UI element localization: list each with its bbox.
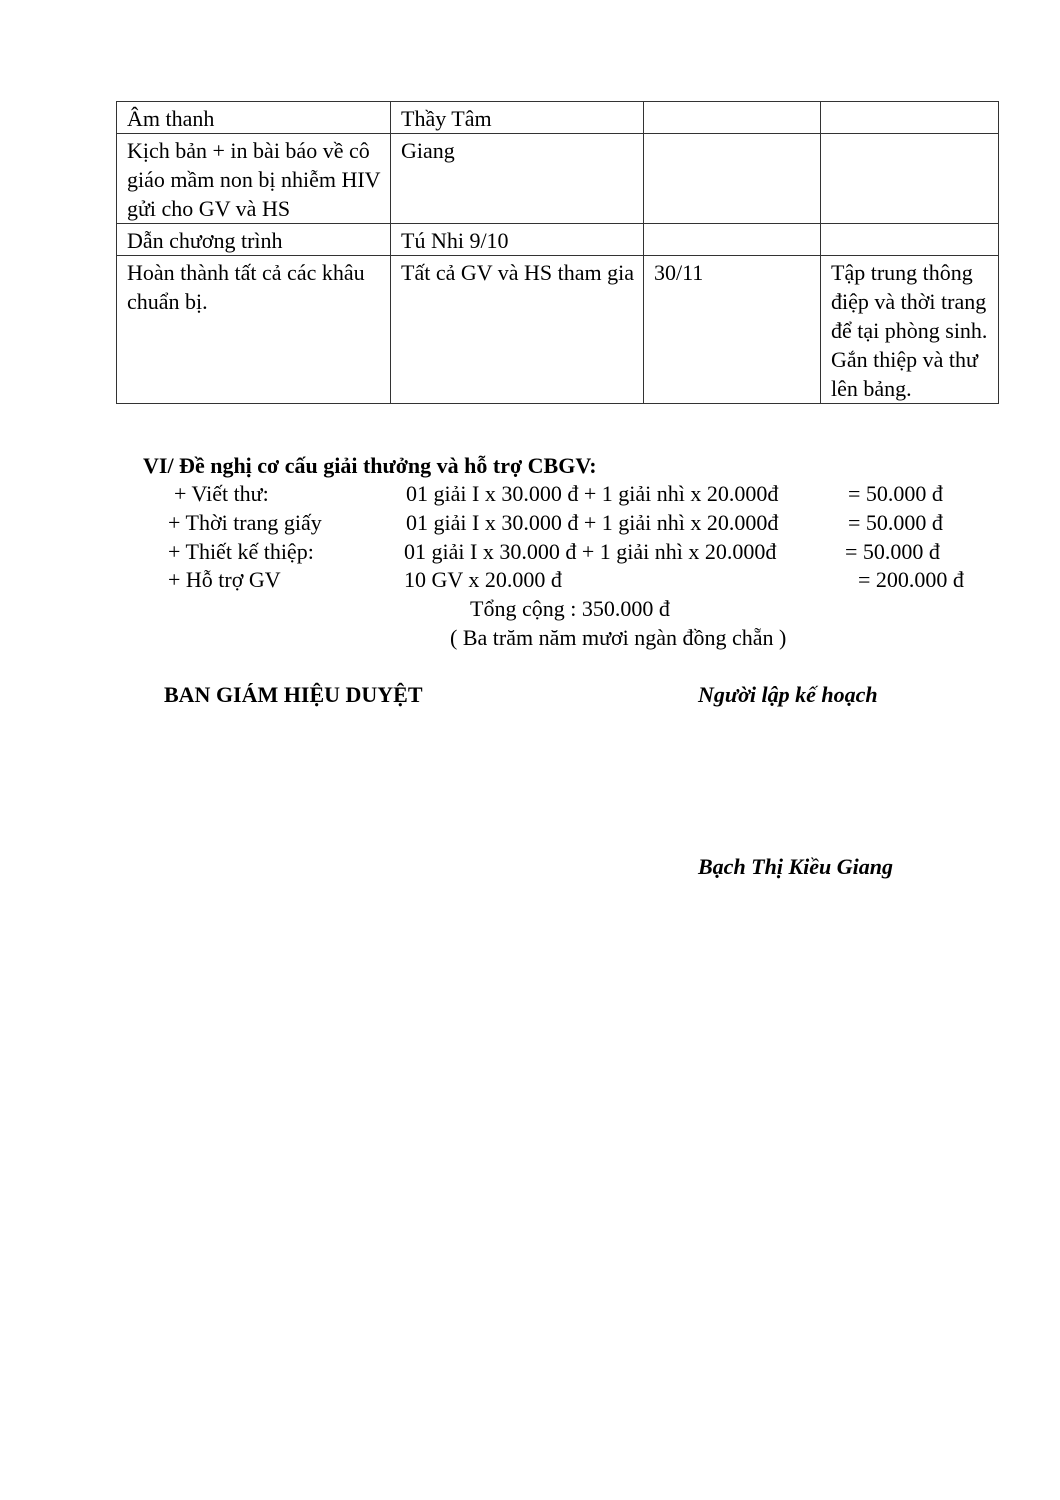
owner-cell: Giang: [391, 134, 644, 224]
award-label: + Thời trang giấy: [168, 510, 322, 535]
award-detail: 10 GV x 20.000 đ: [404, 567, 562, 592]
date-cell: [644, 102, 821, 134]
note-cell: [821, 224, 999, 256]
table-row: [117, 224, 999, 256]
note-cell: [821, 134, 999, 224]
note-cell: Tập trung thông điệp và thời trang để tại phòng sinh. Gắn thiệp và thư lên bảng.: [821, 256, 999, 404]
award-label: + Viết thư:: [174, 481, 269, 506]
award-amount: = 50.000 đ: [848, 481, 943, 506]
award-detail: 01 giải I x 30.000 đ + 1 giải nhì x 20.000đ: [406, 510, 779, 535]
task-cell: Kịch bản + in bài báo về cô giáo mầm non bị nhiễm HIV gửi cho GV và HS: [117, 134, 391, 224]
owner-cell: Tú Nhi 9/10: [391, 224, 644, 256]
section-title: VI/ Đề nghị cơ cấu giải thưởng và hỗ trợ CBGV:: [143, 453, 597, 478]
award-amount: = 200.000 đ: [858, 567, 964, 592]
award-amount: = 50.000 đ: [845, 539, 940, 564]
date-cell: 30/11: [644, 256, 821, 404]
award-amount: = 50.000 đ: [848, 510, 943, 535]
date-cell: [644, 224, 821, 256]
owner-cell: Thầy Tâm: [391, 102, 644, 134]
plan-table: [116, 101, 999, 404]
preparer-name: Bạch Thị Kiều Giang: [698, 854, 893, 879]
total-amount: Tổng cộng : 350.000 đ: [470, 596, 670, 621]
table-row: [117, 256, 999, 404]
table-row: [117, 134, 999, 224]
award-detail: 01 giải I x 30.000 đ + 1 giải nhì x 20.000đ: [406, 481, 779, 506]
task-cell: Dẫn chương trình: [117, 224, 391, 256]
preparer-title: Người lập kế hoạch: [698, 682, 878, 707]
task-cell: Hoàn thành tất cả các khâu chuẩn bị.: [117, 256, 391, 404]
note-cell: [821, 102, 999, 134]
owner-cell: Tất cả GV và HS tham gia: [391, 256, 644, 404]
date-cell: [644, 134, 821, 224]
award-label: + Thiết kế thiệp:: [168, 539, 314, 564]
approval-heading: BAN GIÁM HIỆU DUYỆT: [164, 682, 423, 707]
award-detail: 01 giải I x 30.000 đ + 1 giải nhì x 20.000đ: [404, 539, 777, 564]
total-in-words: ( Ba trăm năm mươi ngàn đồng chẵn ): [450, 625, 787, 650]
table-row: [117, 102, 999, 134]
award-label: + Hỗ trợ GV: [168, 567, 281, 592]
task-cell: Âm thanh: [117, 102, 391, 134]
